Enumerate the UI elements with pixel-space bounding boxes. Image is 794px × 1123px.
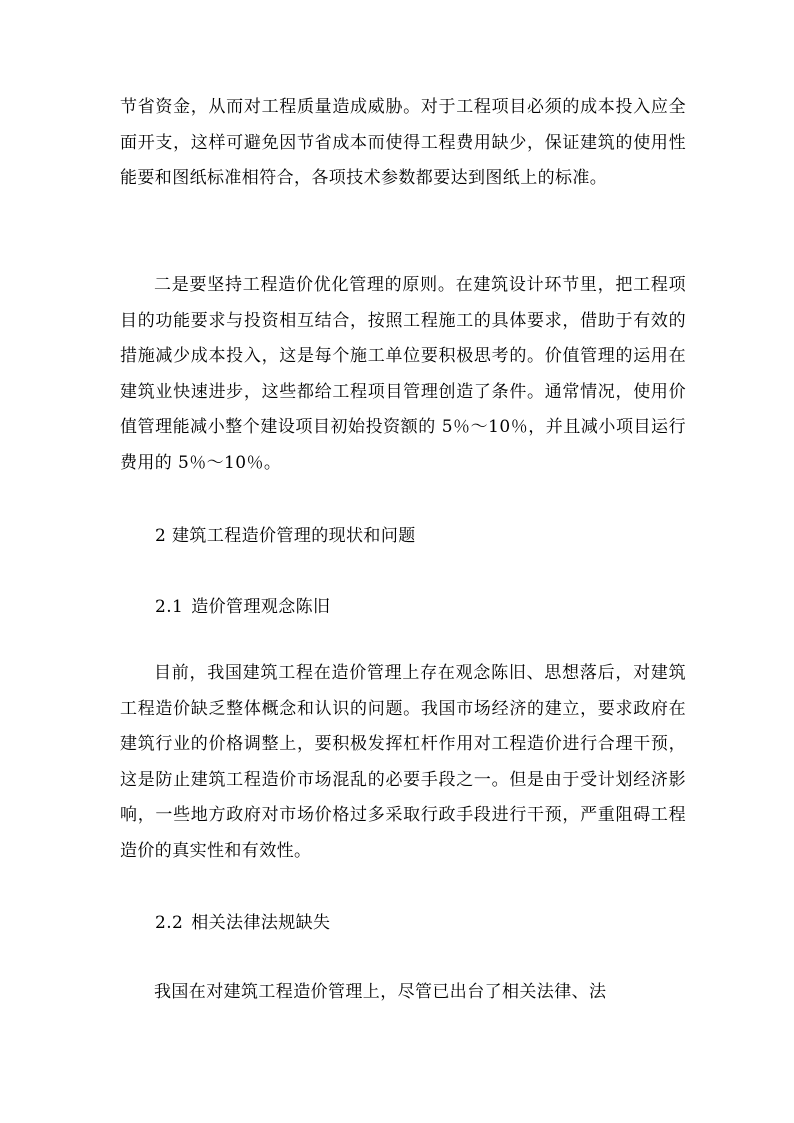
heading-text: 造价管理观念陈旧 (191, 597, 331, 617)
paragraph-outdated-concepts: 目前，我国建筑工程在造价管理上存在观念陈旧、思想落后，对建筑工程造价缺乏整体概念和认识的问题。我国市场经济的建立，要求政府在建筑行业的价格调整上，要积极发挥杠杆作用对工程造价进行合理干预，这是防止建筑工程造价市场混乱的必要手段之一。但是由于受计划经济影响，一些地方政府对市场价格过多采取行政手段进行干预，严重阻碍工程造价的真实性和有效性。 (120, 663, 686, 861)
heading-number: 2.1 (155, 597, 184, 617)
paragraph-cost-investment: 节省资金，从而对工程质量造成威胁。对于工程项目必须的成本投入应全面开支，这样可避免因节省成本而使得工程费用缺少，保证建筑的使用性能要和图纸标准相符合，各项技术参数都要达到图纸上的标准。 (120, 97, 686, 188)
heading-text: 相关法律法规缺失 (191, 913, 331, 933)
paragraph-laws-missing: 我国在对建筑工程造价管理上，尽管已出台了相关法律、法 (154, 982, 607, 1002)
heading-number: 2.2 (155, 913, 184, 933)
section-heading-2-2 (155, 911, 330, 935)
section-heading-2-1 (155, 595, 330, 619)
paragraph-optimization-principle: 二是要坚持工程造价优化管理的原则。在建筑设计环节里，把工程项目的功能要求与投资相互结合，按照工程施工的具体要求，借助于有效的措施减少成本投入，这是每个施工单位要积极思考的。价值管理的运用在建筑业快速进步，这些都给工程项目管理创造了条件。通常情况，使用价值管理能减小整个建设项目初始投资额的 5％～10％，并且减小项目运行费用的 5％～10％。 (120, 275, 686, 473)
section-heading-2: 2 建筑工程造价管理的现状和问题 (155, 526, 416, 546)
